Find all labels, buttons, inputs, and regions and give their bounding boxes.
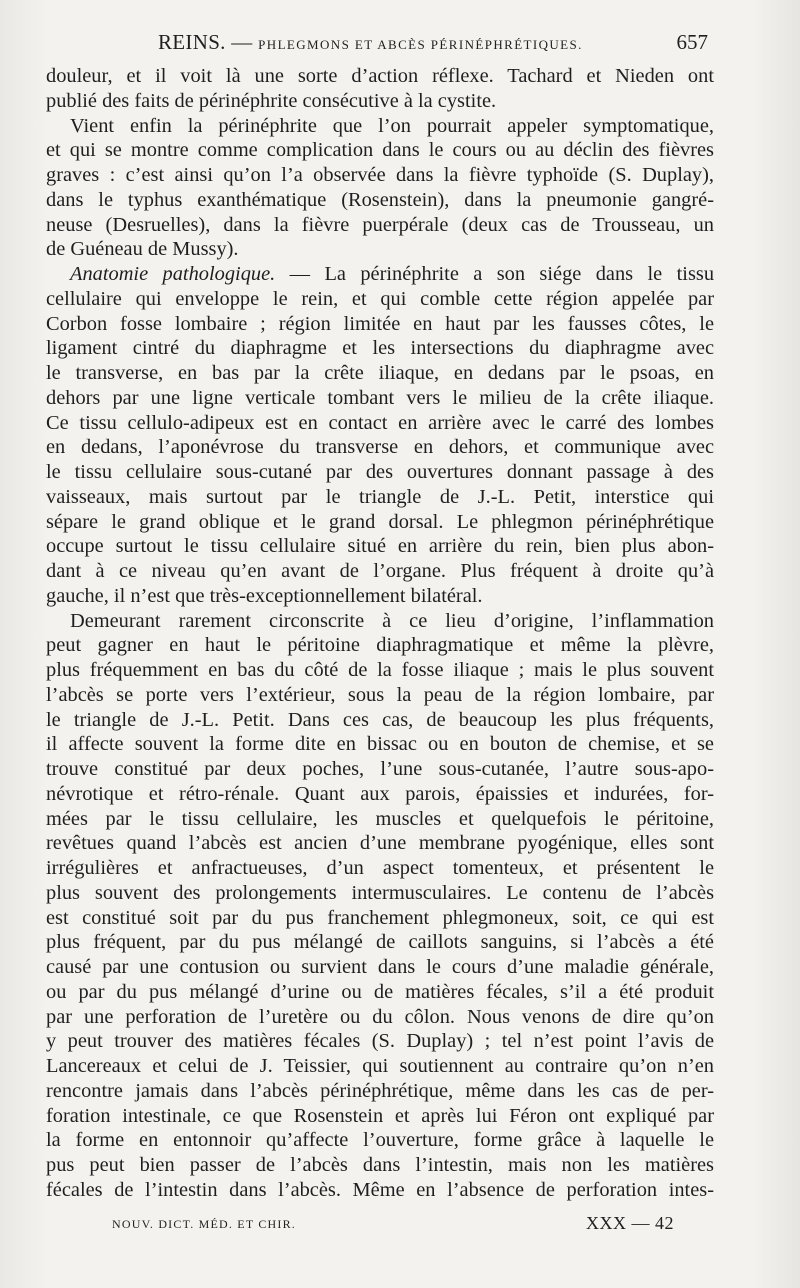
text-line: peut gagner en haut le péritoine diaphragmatique et même la plèvre, bbox=[46, 634, 714, 657]
text-line: et qui se montre comme complication dans le cours ou au déclin des fièvres bbox=[46, 139, 714, 162]
text-line: foration intestinale, ce que Rosenstein et après lui Féron ont expliqué par bbox=[46, 1104, 714, 1127]
text-line: revêtues quand l’abcès est ancien d’une membrane pyogénique, elles sont bbox=[46, 832, 714, 855]
text-line: dehors par une ligne verticale tombant vers le milieu de la crête iliaque. bbox=[46, 386, 714, 409]
text-line: rencontre jamais dans l’abcès périnéphrétique, même dans les cas de per- bbox=[46, 1079, 714, 1102]
text-line: il affecte souvent la forme dite en bissac ou en bouton de chemise, et se bbox=[46, 733, 714, 756]
text-line: Lancereaux et celui de J. Teissier, qui soutiennent au contraire qu’on n’en bbox=[46, 1055, 714, 1077]
header-title bbox=[158, 30, 583, 55]
text-line: gauche, il n’est que très-exceptionnellement bilatéral. bbox=[46, 584, 483, 607]
text-line: plus fréquent, par du pus mélangé de caillots sanguins, si l’abcès a été bbox=[46, 931, 714, 954]
text-line: mées par le tissu cellulaire, les muscles et quelquefois le péritoine, bbox=[46, 807, 714, 830]
text-line: Vient enfin la périnéphrite que l’on pourrait appeler symptomatique, bbox=[70, 114, 714, 137]
text-line: en dedans, l’aponévrose du transverse en dehors, et communique avec bbox=[46, 436, 714, 459]
text-line: le triangle de J.-L. Petit. Dans ces cas, de beaucoup les plus fréquents, bbox=[46, 708, 714, 731]
text-line: trouve constitué par deux poches, l’une sous-cutanée, l’autre sous-apo- bbox=[46, 758, 714, 780]
section-heading-italic: Anatomie pathologique. bbox=[70, 263, 276, 285]
text-line: plus souvent des prolongements intermusculaires. Le contenu de l’abcès bbox=[46, 881, 714, 904]
text-line: névrotique et rétro-rénale. Quant aux parois, épaissies et indurées, for- bbox=[46, 782, 714, 805]
text-line: neuse (Desruelles), dans la fièvre puerpérale (deux cas de Trousseau, un bbox=[46, 213, 714, 236]
text-line: l’abcès se porte vers l’extérieur, sous la peau de la région lombaire, par bbox=[46, 683, 714, 706]
text-line: cellulaire qui enveloppe le rein, et qui comble cette région appelée par bbox=[46, 287, 714, 310]
text-line: ou par du pus mélangé d’urine ou de matières fécales, s’il a été produit bbox=[46, 980, 714, 1003]
text-line: graves : c’est ainsi qu’on l’a observée dans la fièvre typhoïde (S. Duplay), bbox=[46, 164, 714, 186]
text-line: pus peut bien passer de l’abcès dans l’intestin, mais non les matières bbox=[46, 1154, 714, 1176]
text-line: dans le typhus exanthématique (Rosenstein), dans la pneumonie gangré- bbox=[46, 188, 714, 211]
text-line: Corbon fosse lombaire ; région limitée en haut par les fausses côtes, le bbox=[46, 312, 714, 335]
running-header bbox=[46, 30, 714, 60]
text-line: sépare le grand oblique et le grand dorsal. Le phlegmon périnéphrétique bbox=[46, 510, 714, 533]
text-line: est constitué soit par du pus franchement phlegmoneux, soit, ce qui est bbox=[46, 906, 714, 929]
text-line: y peut trouver des matières fécales (S. Duplay) ; tel n’est point l’avis de bbox=[46, 1030, 714, 1053]
page-number: 657 bbox=[676, 30, 708, 54]
text-line: fécales de l’intestin dans l’abcès. Même en l’absence de perforation intes- bbox=[46, 1178, 714, 1201]
text-line: irrégulières et anfractueuses, d’un aspect tomenteux, et présentent le bbox=[46, 857, 714, 879]
text-line: la forme en entonnoir qu’affecte l’ouverture, forme grâce à laquelle le bbox=[46, 1129, 714, 1152]
footer-signature: NOUV. DICT. MÉD. ET CHIR. bbox=[112, 1217, 297, 1231]
text-line: Anatomie pathologique. — La périnéphrite a son siége dans le tissu bbox=[70, 263, 715, 285]
text-line: dant à ce niveau qu’en avant de l’organe. Plus fréquent à droite qu’à bbox=[46, 560, 714, 582]
footer-sheet-number: XXX — 42 bbox=[586, 1213, 674, 1233]
text-line: Demeurant rarement circonscrite à ce lieu d’origine, l’inflammation bbox=[70, 609, 714, 632]
text-line: douleur, et il voit là une sorte d’action réflexe. Tachard et Nieden ont bbox=[46, 65, 714, 87]
page-footer bbox=[46, 1213, 714, 1237]
text-line: publié des faits de périnéphrite consécutive à la cystite. bbox=[46, 89, 497, 112]
header-dash: — bbox=[231, 30, 253, 54]
header-subtitle: PHLEGMONS ET ABCÈS PÉRINÉPHRÉTIQUES. bbox=[258, 37, 583, 52]
text-line: occupe surtout le tissu cellulaire situé en arrière du rein, bien plus abon- bbox=[46, 535, 714, 558]
text-line: causé par une contusion ou survient dans le cours d’une maladie générale, bbox=[46, 956, 714, 978]
text-line: Ce tissu cellulo-adipeux est en contact en arrière avec le carré des lombes bbox=[46, 411, 714, 434]
text-line: le tissu cellulaire sous-cutané par des ouvertures donnant passage à des bbox=[46, 461, 714, 483]
text-line: le transverse, en bas par la crête iliaque, en dedans par le psoas, en bbox=[46, 362, 714, 384]
header-section: REINS. bbox=[158, 30, 226, 54]
text-line: de Guéneau de Mussy). bbox=[46, 238, 239, 261]
body-text bbox=[46, 64, 714, 1203]
text-line: vaisseaux, mais surtout par le triangle de J.-L. Petit, interstice qui bbox=[46, 485, 714, 508]
text-line: plus fréquemment en bas du côté de la fosse iliaque ; mais le plus souvent bbox=[46, 659, 714, 681]
text-line: par une perforation de l’uretère ou du côlon. Nous venons de dire qu’on bbox=[46, 1005, 714, 1028]
text-line: ligament cintré du diaphragme et les intersections du diaphragme avec bbox=[46, 337, 714, 360]
